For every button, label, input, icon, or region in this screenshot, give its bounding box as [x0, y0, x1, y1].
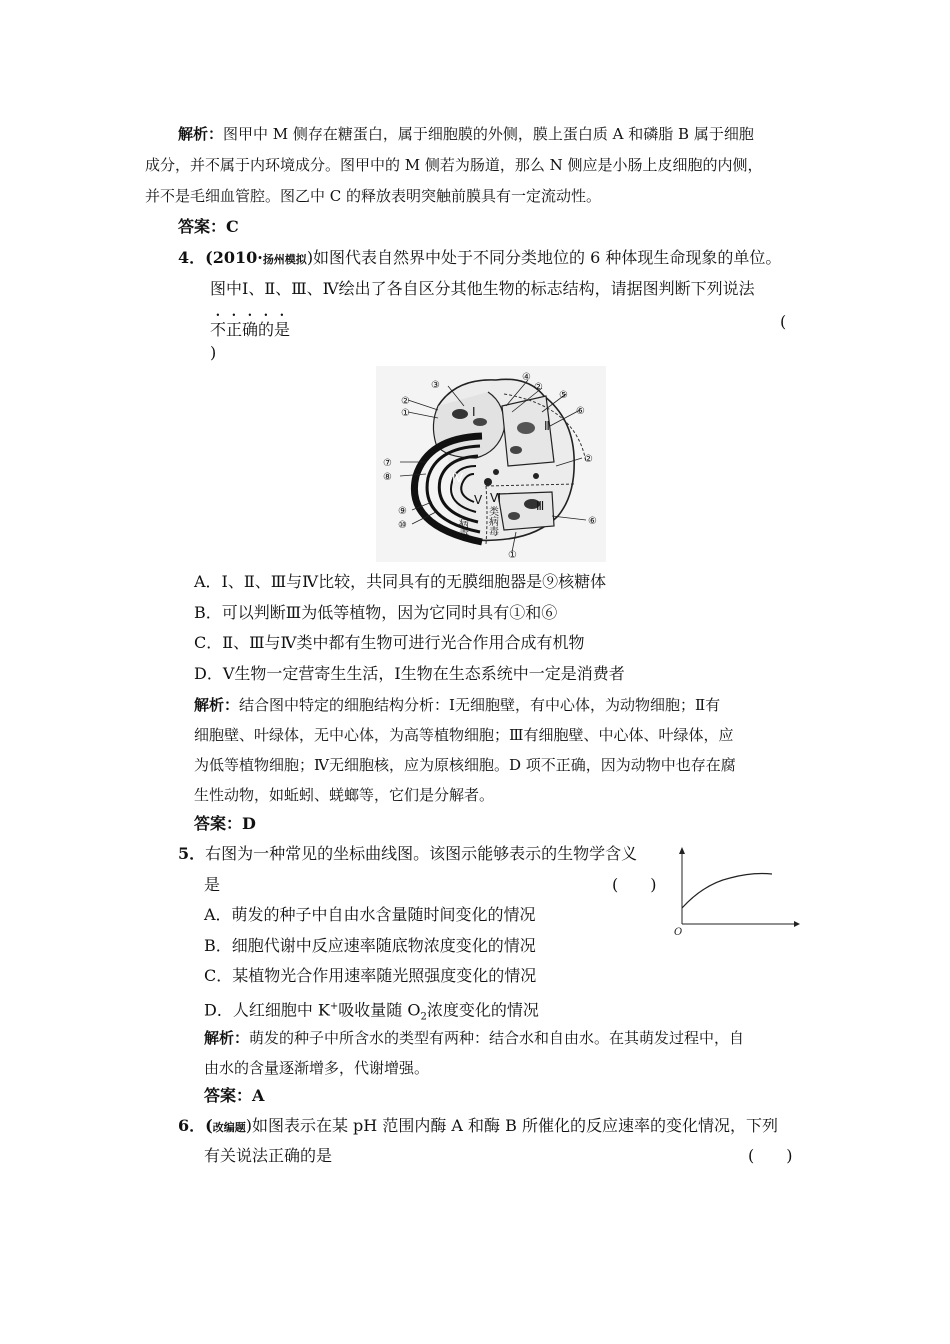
- label-6-right: ⑥: [588, 516, 597, 527]
- low-plant-cell-region: [498, 492, 554, 530]
- q4-analysis-line-2: 细胞壁、叶绿体，无中心体，为高等植物细胞；Ⅲ有细胞壁、中心体、叶绿体，应: [194, 726, 734, 744]
- curve: [682, 874, 772, 909]
- label-V: Ⅴ: [474, 493, 483, 507]
- q4-cell-figure: [376, 366, 606, 562]
- q4-stem-line-1: 4．(2010·扬州模拟)如图代表自然界中处于不同分类地位的 6 种体现生命现象的单位。: [178, 248, 782, 267]
- label-virus: 病毒: [456, 518, 468, 538]
- label-2-left: ②: [401, 396, 410, 407]
- label-10: ⑩: [398, 520, 407, 531]
- label-6-top: ⑥: [576, 406, 585, 417]
- label-virus-like: 类病毒: [486, 506, 498, 536]
- q5-option-a: A．萌发的种子中自由水含量随时间变化的情况: [204, 905, 536, 924]
- label-4: ④: [522, 372, 531, 383]
- label-I: Ⅰ: [472, 405, 476, 419]
- label-1-left: ①: [401, 408, 410, 419]
- label-III: Ⅲ: [536, 499, 545, 513]
- q5-paren: ( ): [612, 875, 657, 894]
- q3-analysis-line-2: 成分，并不属于内环境成分。图甲中的 M 侧若为肠道，那么 N 侧应是小肠上皮细胞的内侧，: [145, 156, 763, 174]
- q5-stem-line-1: 5．右图为一种常见的坐标曲线图。该图示能够表示的生物学含义: [178, 844, 638, 863]
- label-1-bottom: ①: [508, 550, 517, 561]
- q4-stem-line-3: 不正确的是: [210, 320, 291, 339]
- q6-paren: ( ): [748, 1146, 793, 1165]
- label-2-top: ②: [534, 382, 543, 393]
- q5-analysis-line-2: 由水的含量逐渐增多，代谢增强。: [204, 1059, 430, 1077]
- label-7: ⑦: [383, 458, 392, 469]
- q5-analysis-line-1: 解析：萌发的种子中所含水的类型有两种：结合水和自由水。在其萌发过程中，自: [204, 1029, 745, 1047]
- label-3: ③: [431, 380, 440, 391]
- q5-answer: 答案：A: [204, 1086, 265, 1105]
- origin-label: O: [674, 927, 683, 936]
- label-2-right: ②: [584, 454, 593, 465]
- label-VI: Ⅵ: [490, 491, 502, 505]
- q3-answer: 答案：C: [178, 217, 239, 236]
- q3-analysis-line-3: 并不是毛细血管腔。图乙中 C 的释放表明突触前膜具有一定流动性。: [145, 187, 602, 205]
- q3-analysis-line-1: 解析：图甲中 M 侧存在糖蛋白，属于细胞膜的外侧，膜上蛋白质 A 和磷脂 B 属于细胞: [178, 125, 754, 143]
- cell-diagram-svg: [376, 366, 606, 562]
- q4-option-d: D．Ⅴ生物一定营寄生生活，Ⅰ生物在生态系统中一定是消费者: [194, 664, 625, 683]
- q4-option-a: A．Ⅰ、Ⅱ、Ⅲ与Ⅳ比较，共同具有的无膜细胞器是⑨核糖体: [194, 572, 607, 591]
- q6-stem-line-2: 有关说法正确的是: [204, 1146, 333, 1165]
- q5-option-c: C．某植物光合作用速率随光照强度变化的情况: [204, 966, 537, 985]
- q6-stem-line-1: 6．(改编题)如图表示在某 pH 范围内酶 A 和酶 B 所催化的反应速率的变化情况，下列: [178, 1116, 778, 1135]
- label-IV: Ⅳ: [452, 471, 464, 485]
- q5-curve-graph: [668, 844, 800, 936]
- q5-option-d: D．人红细胞中 K+吸收量随 $O_2$浓度变化的情况: [204, 1000, 539, 1023]
- label-8: ⑧: [383, 472, 392, 483]
- q4-answer: 答案：D: [194, 814, 256, 833]
- q4-stem-line-2: 图中Ⅰ、Ⅱ、Ⅲ、Ⅳ绘出了各自区分其他生物的标志结构，请据图判断下列说法: [210, 279, 755, 298]
- q4-option-c: C．Ⅱ、Ⅲ与Ⅳ类中都有生物可进行光合作用合成有机物: [194, 633, 585, 652]
- q4-analysis-line-4: 生性动物，如蚯蚓、蜣螂等，它们是分解者。: [194, 786, 495, 804]
- q4-paren-close: ): [210, 343, 217, 362]
- q4-analysis-line-1: 解析：结合图中特定的细胞结构分析：Ⅰ无细胞壁，有中心体，为动物细胞；Ⅱ有: [194, 696, 721, 714]
- label-II: Ⅱ: [544, 419, 550, 433]
- q4-paren-open: (: [780, 312, 787, 331]
- q4-analysis-line-3: 为低等植物细胞；Ⅳ无细胞核，应为原核细胞。D 项不正确，因为动物中也存在腐: [194, 756, 736, 774]
- label-5: ⑤: [559, 390, 568, 401]
- q5-stem-line-2: 是: [204, 875, 221, 894]
- q5-option-b: B．细胞代谢中反应速率随底物浓度变化的情况: [204, 936, 536, 955]
- label-9: ⑨: [398, 506, 407, 517]
- q4-option-b: B．可以判断Ⅲ为低等植物，因为它同时具有①和⑥: [194, 603, 558, 622]
